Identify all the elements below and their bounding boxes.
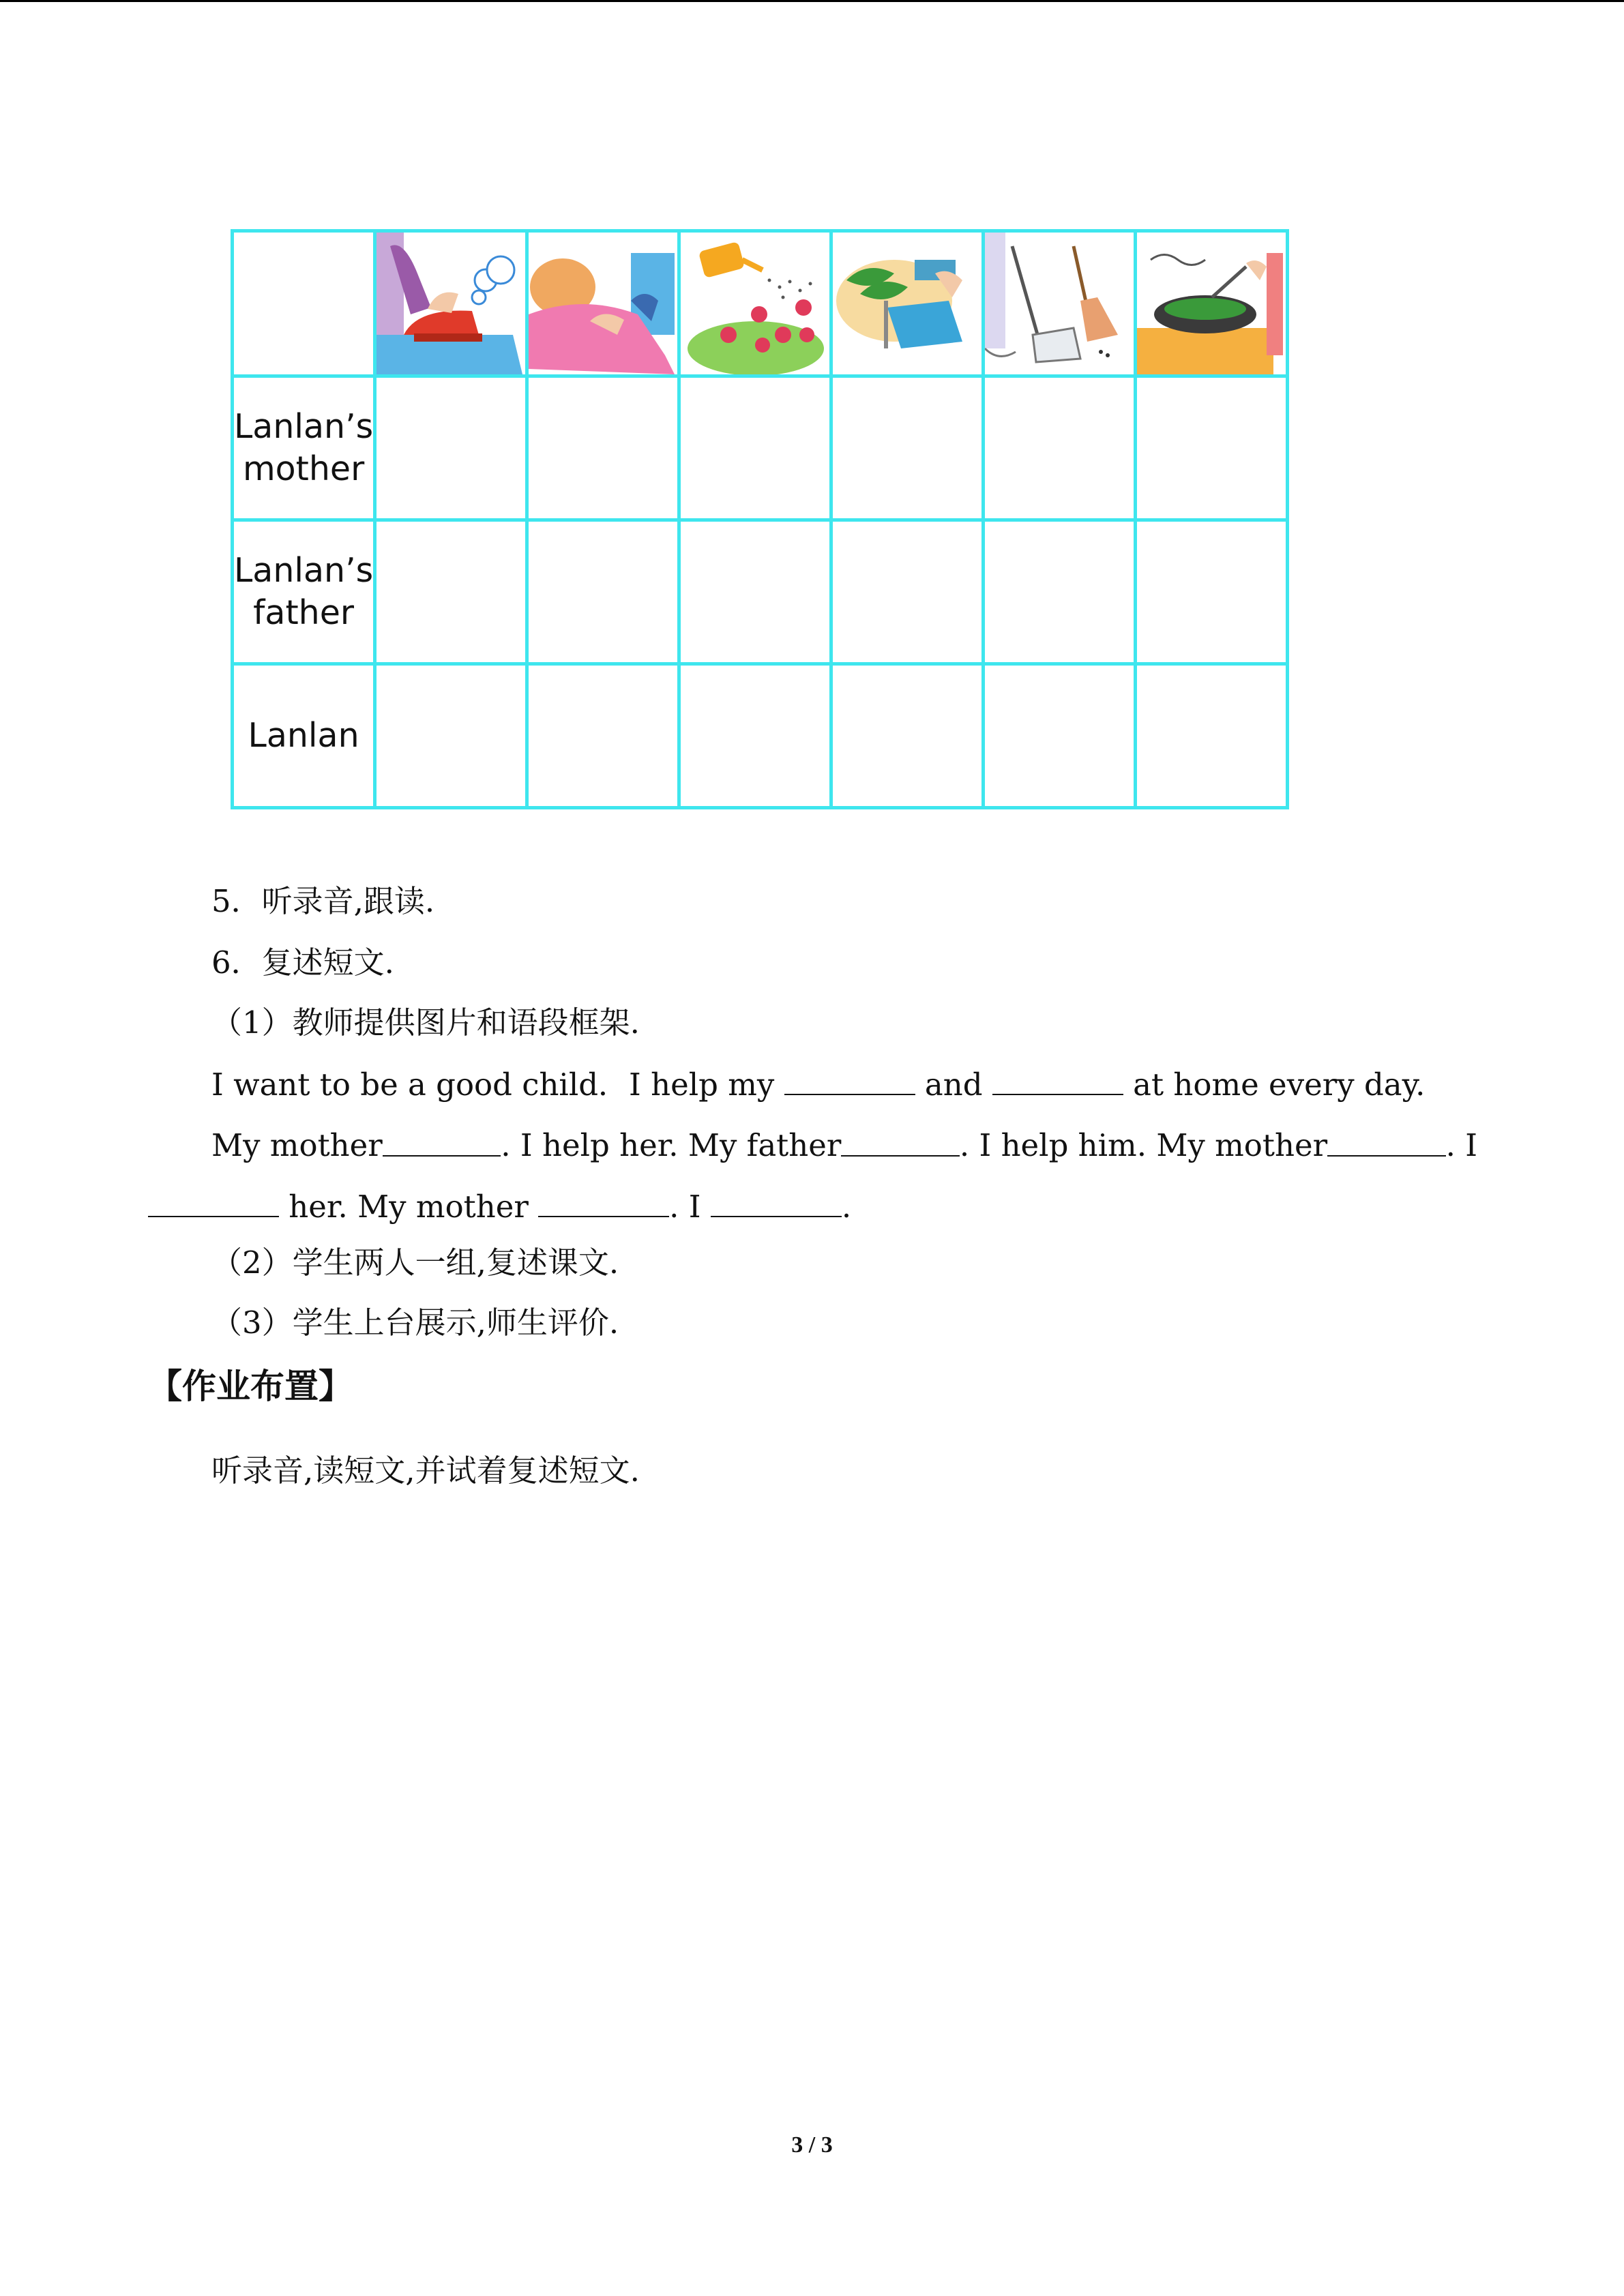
frame-text: at home every day. <box>1123 1067 1426 1103</box>
table-row <box>233 376 1288 520</box>
answer-cell[interactable] <box>679 664 831 808</box>
chore-cell-sweeping <box>984 231 1136 376</box>
washing-vegetables-icon <box>833 233 979 374</box>
corner-cell <box>233 231 375 376</box>
cooking-icon <box>1137 233 1283 374</box>
step-5: 5．听录音,跟读. <box>211 883 435 919</box>
step-6: 6．复述短文. <box>211 944 394 981</box>
row-label-cell <box>233 664 375 808</box>
answer-cell[interactable] <box>831 376 984 520</box>
frame-sentence-3 <box>148 1186 851 1227</box>
chore-cell-making-bed <box>527 231 679 376</box>
row-label-cell <box>233 376 375 520</box>
row-label: Lanlan’s mother <box>234 407 374 488</box>
answer-cell[interactable] <box>375 664 527 808</box>
answer-cell[interactable] <box>831 520 984 664</box>
answer-cell[interactable] <box>679 376 831 520</box>
answer-cell[interactable] <box>984 664 1136 808</box>
answer-cell[interactable] <box>831 664 984 808</box>
frame-sentence-1 <box>211 1064 1425 1105</box>
answer-cell[interactable] <box>984 376 1136 520</box>
chore-cell-ironing <box>375 231 527 376</box>
homework-heading: 【作业布置】 <box>148 1367 353 1406</box>
answer-cell[interactable] <box>1136 664 1288 808</box>
table-header-row <box>233 231 1288 376</box>
fill-blank[interactable] <box>711 1186 842 1217</box>
frame-text: I want to be a good child．I help my <box>211 1067 784 1103</box>
sweeping-floor-icon <box>985 233 1131 374</box>
answer-cell[interactable] <box>375 520 527 664</box>
answer-cell[interactable] <box>527 376 679 520</box>
answer-cell[interactable] <box>527 664 679 808</box>
fill-blank[interactable] <box>383 1125 501 1157</box>
frame-text: . I help him. My mother <box>959 1127 1328 1163</box>
frame-text: . <box>841 1189 852 1225</box>
frame-text: . I <box>669 1189 711 1225</box>
making-bed-icon <box>529 233 675 374</box>
row-label: Lanlan’s father <box>234 551 374 632</box>
chore-cell-washing-vegetables <box>831 231 984 376</box>
frame-text: My mother <box>211 1127 383 1163</box>
table-row <box>233 664 1288 808</box>
fill-blank[interactable] <box>538 1186 669 1217</box>
chore-cell-watering-flowers <box>679 231 831 376</box>
answer-cell[interactable] <box>375 376 527 520</box>
answer-cell[interactable] <box>1136 520 1288 664</box>
page-number: 3 / 3 <box>791 2132 833 2158</box>
chore-cell-cooking <box>1136 231 1288 376</box>
answer-cell[interactable] <box>1136 376 1288 520</box>
fill-blank[interactable] <box>784 1064 915 1095</box>
frame-text: her. My mother <box>279 1189 539 1225</box>
table-row <box>233 520 1288 664</box>
answer-cell[interactable] <box>984 520 1136 664</box>
watering-flowers-icon <box>681 233 827 374</box>
homework-text: 听录音,读短文,并试着复述短文. <box>211 1452 640 1489</box>
frame-text: . I help her. My father <box>501 1127 842 1163</box>
fill-blank[interactable] <box>1327 1125 1446 1157</box>
row-label: Lanlan <box>248 716 359 755</box>
step-6-sub-2: （2）学生两人一组,复述课文. <box>211 1244 619 1281</box>
row-label-cell <box>233 520 375 664</box>
top-rule <box>0 0 1624 2</box>
frame-sentence-2 <box>211 1125 1477 1166</box>
fill-blank[interactable] <box>992 1064 1123 1095</box>
answer-cell[interactable] <box>679 520 831 664</box>
chore-table <box>231 229 1289 809</box>
answer-cell[interactable] <box>527 520 679 664</box>
fill-blank[interactable] <box>148 1186 279 1217</box>
step-6-sub-1: （1）教师提供图片和语段框架. <box>211 1004 640 1041</box>
step-6-sub-3: （3）学生上台展示,师生评价. <box>211 1304 619 1341</box>
frame-text: and <box>915 1067 992 1103</box>
fill-blank[interactable] <box>841 1125 960 1157</box>
frame-text: . I <box>1445 1127 1477 1163</box>
ironing-icon <box>377 233 522 374</box>
